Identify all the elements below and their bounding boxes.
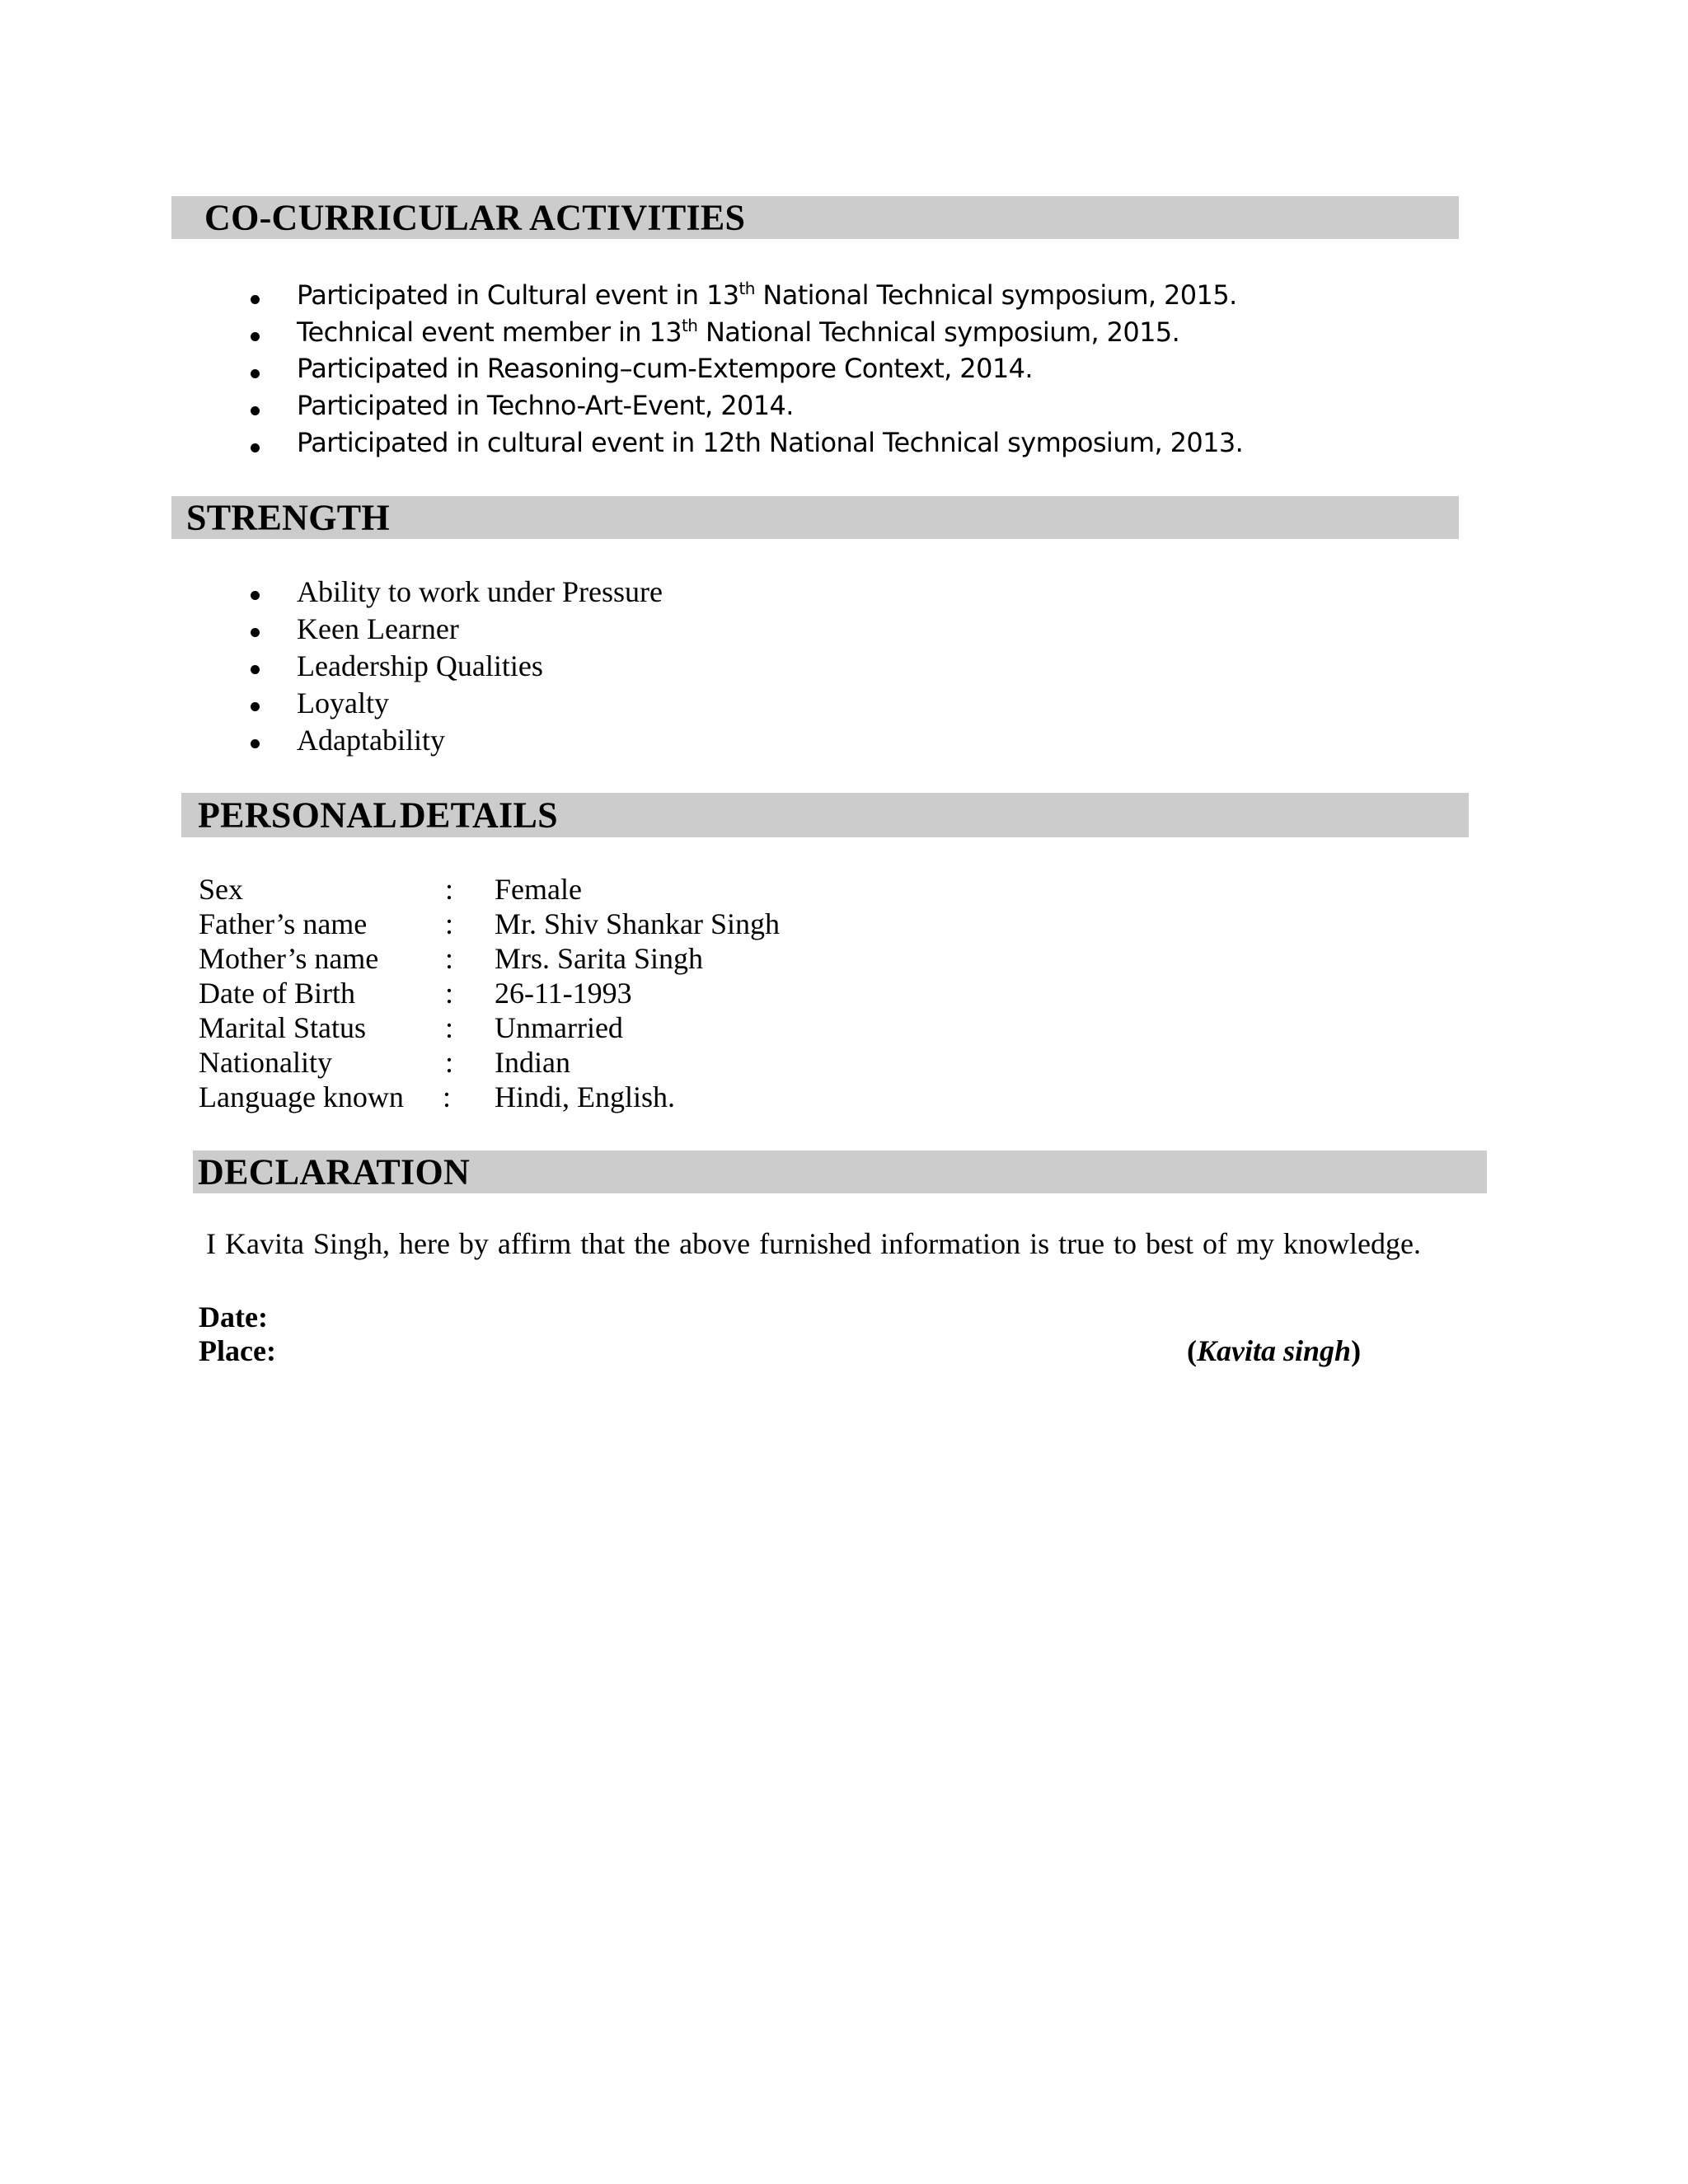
strength-header (171, 496, 1459, 539)
date-label: Date: (199, 1301, 268, 1333)
bullet-icon (251, 443, 260, 452)
co-curricular-header (171, 196, 1459, 239)
bullet-icon (251, 628, 260, 637)
bullet-icon (251, 369, 260, 378)
signature: (Kavita singh) (1187, 1334, 1362, 1367)
bullet-icon (251, 332, 260, 341)
declaration-header (193, 1151, 1487, 1193)
place-label: Place: (199, 1334, 276, 1367)
bullet-icon (251, 591, 260, 600)
co-curricular-title: CO-CURRICULAR ACTIVITIES (204, 197, 746, 238)
signature-name: Kavita singh (1197, 1334, 1352, 1367)
bullet-icon (251, 665, 260, 674)
personal-details-header (181, 793, 1469, 837)
bullet-icon (251, 295, 260, 304)
bullet-icon (251, 406, 260, 415)
declaration-text: I Kavita Singh, here by affirm that the above furnished information is true to best of my knowledge. (206, 1227, 1421, 1260)
bullet-icon (251, 702, 260, 711)
bullet-icon (251, 739, 260, 748)
personal-details-title: PERSONAL DETAILS (198, 794, 558, 836)
strength-title: STRENGTH (186, 497, 390, 538)
declaration-title: DECLARATION (198, 1151, 471, 1193)
resume-page: CO-CURRICULAR ACTIVITIES Participated in Cultural event in 13th National Technical symposium, 2015. Technical event member in 13th National Technical symposium, 2015. Participated in Reasoning–cum-Extempore Context, 2014. Participated in Techno-Art-Event, 2014. Participated in cultural event in 12th National Technical symposium, 2013. STRENGTH Ability to work under Pressure Keen Learner Leadership Qualities Loyalty Adaptability PERSONAL DETAILS Sex : Female Father’s name : Mr. Shiv Shankar Singh Mother’s name : Mrs. Sarita Singh Date of Birth : 26-11-1993 Marital Status : Unmarried Nationality : Indian Language known : Hindi, English. DECLARATION I Kavita Singh, here by affirm that the above furnished information is true to best of my knowledge. Date: Place: (Kavita singh) (0, 0, 1688, 2184)
